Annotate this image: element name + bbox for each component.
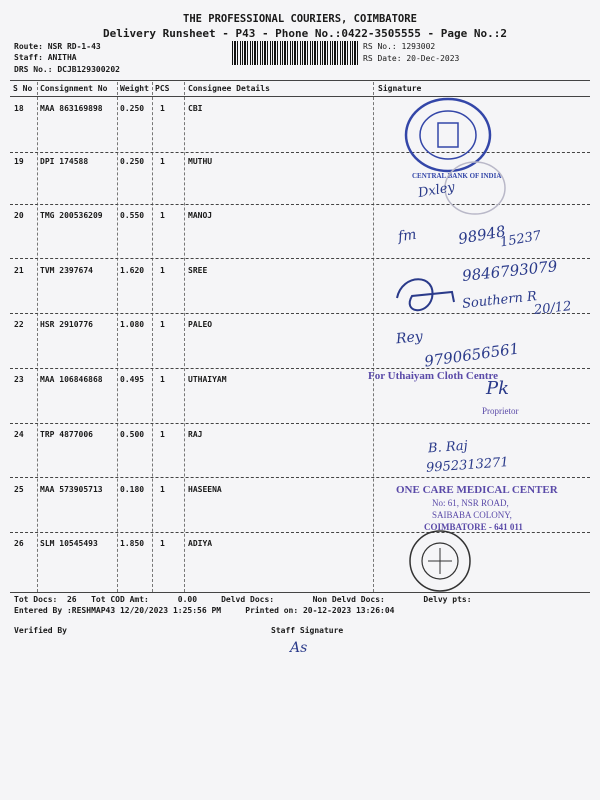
table-row	[0, 320, 600, 334]
uthaiyam-stamp: For Uthaiyam Cloth Centre	[368, 370, 499, 382]
row-consignment: TRP 4877006	[40, 430, 93, 439]
rs-date: RS Date: 20-Dec-2023	[363, 54, 460, 63]
row-weight: 1.850	[120, 539, 145, 548]
col-consignee: Consignee Details	[188, 84, 270, 93]
rs-number: RS No.: 1293002	[363, 42, 436, 51]
barcode	[232, 41, 358, 65]
col-consignment: Consignment No	[40, 84, 108, 93]
header-top-rule	[10, 80, 590, 81]
row-rule	[10, 423, 590, 424]
handwritten-phone: 9790656561	[423, 339, 521, 371]
verified-by-label: Verified By	[14, 626, 67, 635]
row-weight: 1.080	[120, 320, 145, 329]
col-weight: Weight	[120, 84, 149, 93]
proprietor-label: Proprietor	[482, 406, 519, 416]
row-sno: 20	[14, 211, 24, 220]
row-pcs: 1	[160, 485, 165, 494]
row-pcs: 1	[160, 211, 165, 220]
staff-signature-label: Staff Signature	[271, 626, 344, 635]
row-pcs: 1	[160, 266, 165, 275]
row-consignee: MUTHU	[188, 157, 213, 166]
table-row	[0, 157, 600, 171]
row-consignment: MAA 573905713	[40, 485, 103, 494]
row-weight: 0.495	[120, 375, 145, 384]
handwritten-date: 20/12	[533, 299, 573, 318]
row-pcs: 1	[160, 375, 165, 384]
row-rule	[10, 368, 590, 369]
row-consignee: UTHAIYAM	[188, 375, 227, 384]
onecare-stamp-line2: No: 61, NSR ROAD,	[432, 498, 509, 508]
drs-label: DRS No.: DCJB129300202	[14, 65, 120, 74]
handwritten-phone: 98948	[456, 221, 507, 249]
runsheet-title: Delivery Runsheet - P43 - Phone No.:0422-3505555 - Page No.:2	[103, 27, 507, 40]
handwritten-sign: Rey	[395, 328, 424, 348]
row-sno: 26	[14, 539, 24, 548]
col-sno: S No	[13, 84, 33, 93]
company-title: THE PROFESSIONAL COURIERS, COIMBATORE	[183, 13, 417, 25]
row-sno: 21	[14, 266, 24, 275]
onecare-stamp-line4: COIMBATORE - 641 011	[424, 522, 523, 532]
row-sno: 19	[14, 157, 24, 166]
route-label: Route: NSR RD-1-43	[14, 42, 101, 51]
row-sno: 22	[14, 320, 24, 329]
staff-label: Staff: ANITHA	[14, 53, 77, 62]
header-bottom-rule	[10, 96, 590, 97]
row-rule	[10, 477, 590, 478]
row-consignment: DPI 174588	[40, 157, 89, 166]
row-sno: 25	[14, 485, 24, 494]
handwritten-note: Southern R	[461, 289, 538, 312]
row-weight: 0.550	[120, 211, 145, 220]
row-sno: 24	[14, 430, 24, 439]
row-consignment: MAA 106846868	[40, 375, 103, 384]
row-weight: 0.500	[120, 430, 145, 439]
row-consignee: RAJ	[188, 430, 203, 439]
staff-handwritten-sign: As	[290, 640, 308, 656]
row-weight: 0.250	[120, 104, 145, 113]
row-pcs: 1	[160, 430, 165, 439]
table-row	[0, 104, 600, 118]
table-row	[0, 375, 600, 389]
round-seal	[400, 526, 480, 596]
col-signature: Signature	[378, 84, 422, 93]
bank-stamp-text: CENTRAL BANK OF INDIA	[412, 172, 502, 180]
row-rule	[10, 152, 590, 153]
onecare-stamp-line3: SAIBABA COLONY,	[432, 510, 512, 520]
proprietor-sign: Pk	[486, 378, 510, 399]
row-consignee: CBI	[188, 104, 203, 113]
handwritten-phone: 15237	[499, 228, 543, 251]
row-sno: 18	[14, 104, 24, 113]
row-sno: 23	[14, 375, 24, 384]
row-consignment: MAA 863169898	[40, 104, 103, 113]
row-rule	[10, 313, 590, 314]
row-rule	[10, 258, 590, 259]
entered-by-line: Entered By :RESHMAP43 12/20/2023 1:25:56 PM Printed on: 20-12-2023 13:26:04	[14, 606, 395, 615]
row-consignee: ADIYA	[188, 539, 213, 548]
row-consignee: HASEENA	[188, 485, 222, 494]
row-consignee: SREE	[188, 266, 208, 275]
row-weight: 0.250	[120, 157, 145, 166]
table-row	[0, 211, 600, 225]
row-pcs: 1	[160, 320, 165, 329]
row-weight: 0.180	[120, 485, 145, 494]
totals-line: Tot Docs: 26 Tot COD Amt: 0.00 Delvd Docs: Non Delvd Docs: Delvy pts:	[14, 595, 472, 604]
row-consignee: MANOJ	[188, 211, 213, 220]
row-weight: 1.620	[120, 266, 145, 275]
handwritten-phone: 9846793079	[461, 257, 559, 285]
row-consignment: TMG 200536209	[40, 211, 103, 220]
handwritten-phone: 9952313271	[425, 455, 510, 476]
row-pcs: 1	[160, 157, 165, 166]
handwritten-sign: Dxley	[416, 179, 456, 202]
table-row	[0, 430, 600, 444]
row-consignment: HSR 2910776	[40, 320, 93, 329]
row-pcs: 1	[160, 539, 165, 548]
col-pcs: PCS	[155, 84, 170, 93]
handwritten-sign: B. Raj	[427, 438, 469, 457]
handwritten-sign: fm	[396, 226, 418, 246]
row-pcs: 1	[160, 104, 165, 113]
row-consignment: SLM 10545493	[40, 539, 98, 548]
handwritten-signature	[392, 268, 472, 318]
row-rule	[10, 532, 590, 533]
table-row	[0, 539, 600, 553]
row-consignment: TVM 2397674	[40, 266, 93, 275]
onecare-stamp: ONE CARE MEDICAL CENTER	[396, 484, 558, 496]
table-bottom-rule	[10, 592, 590, 593]
row-consignee: PALEO	[188, 320, 213, 329]
